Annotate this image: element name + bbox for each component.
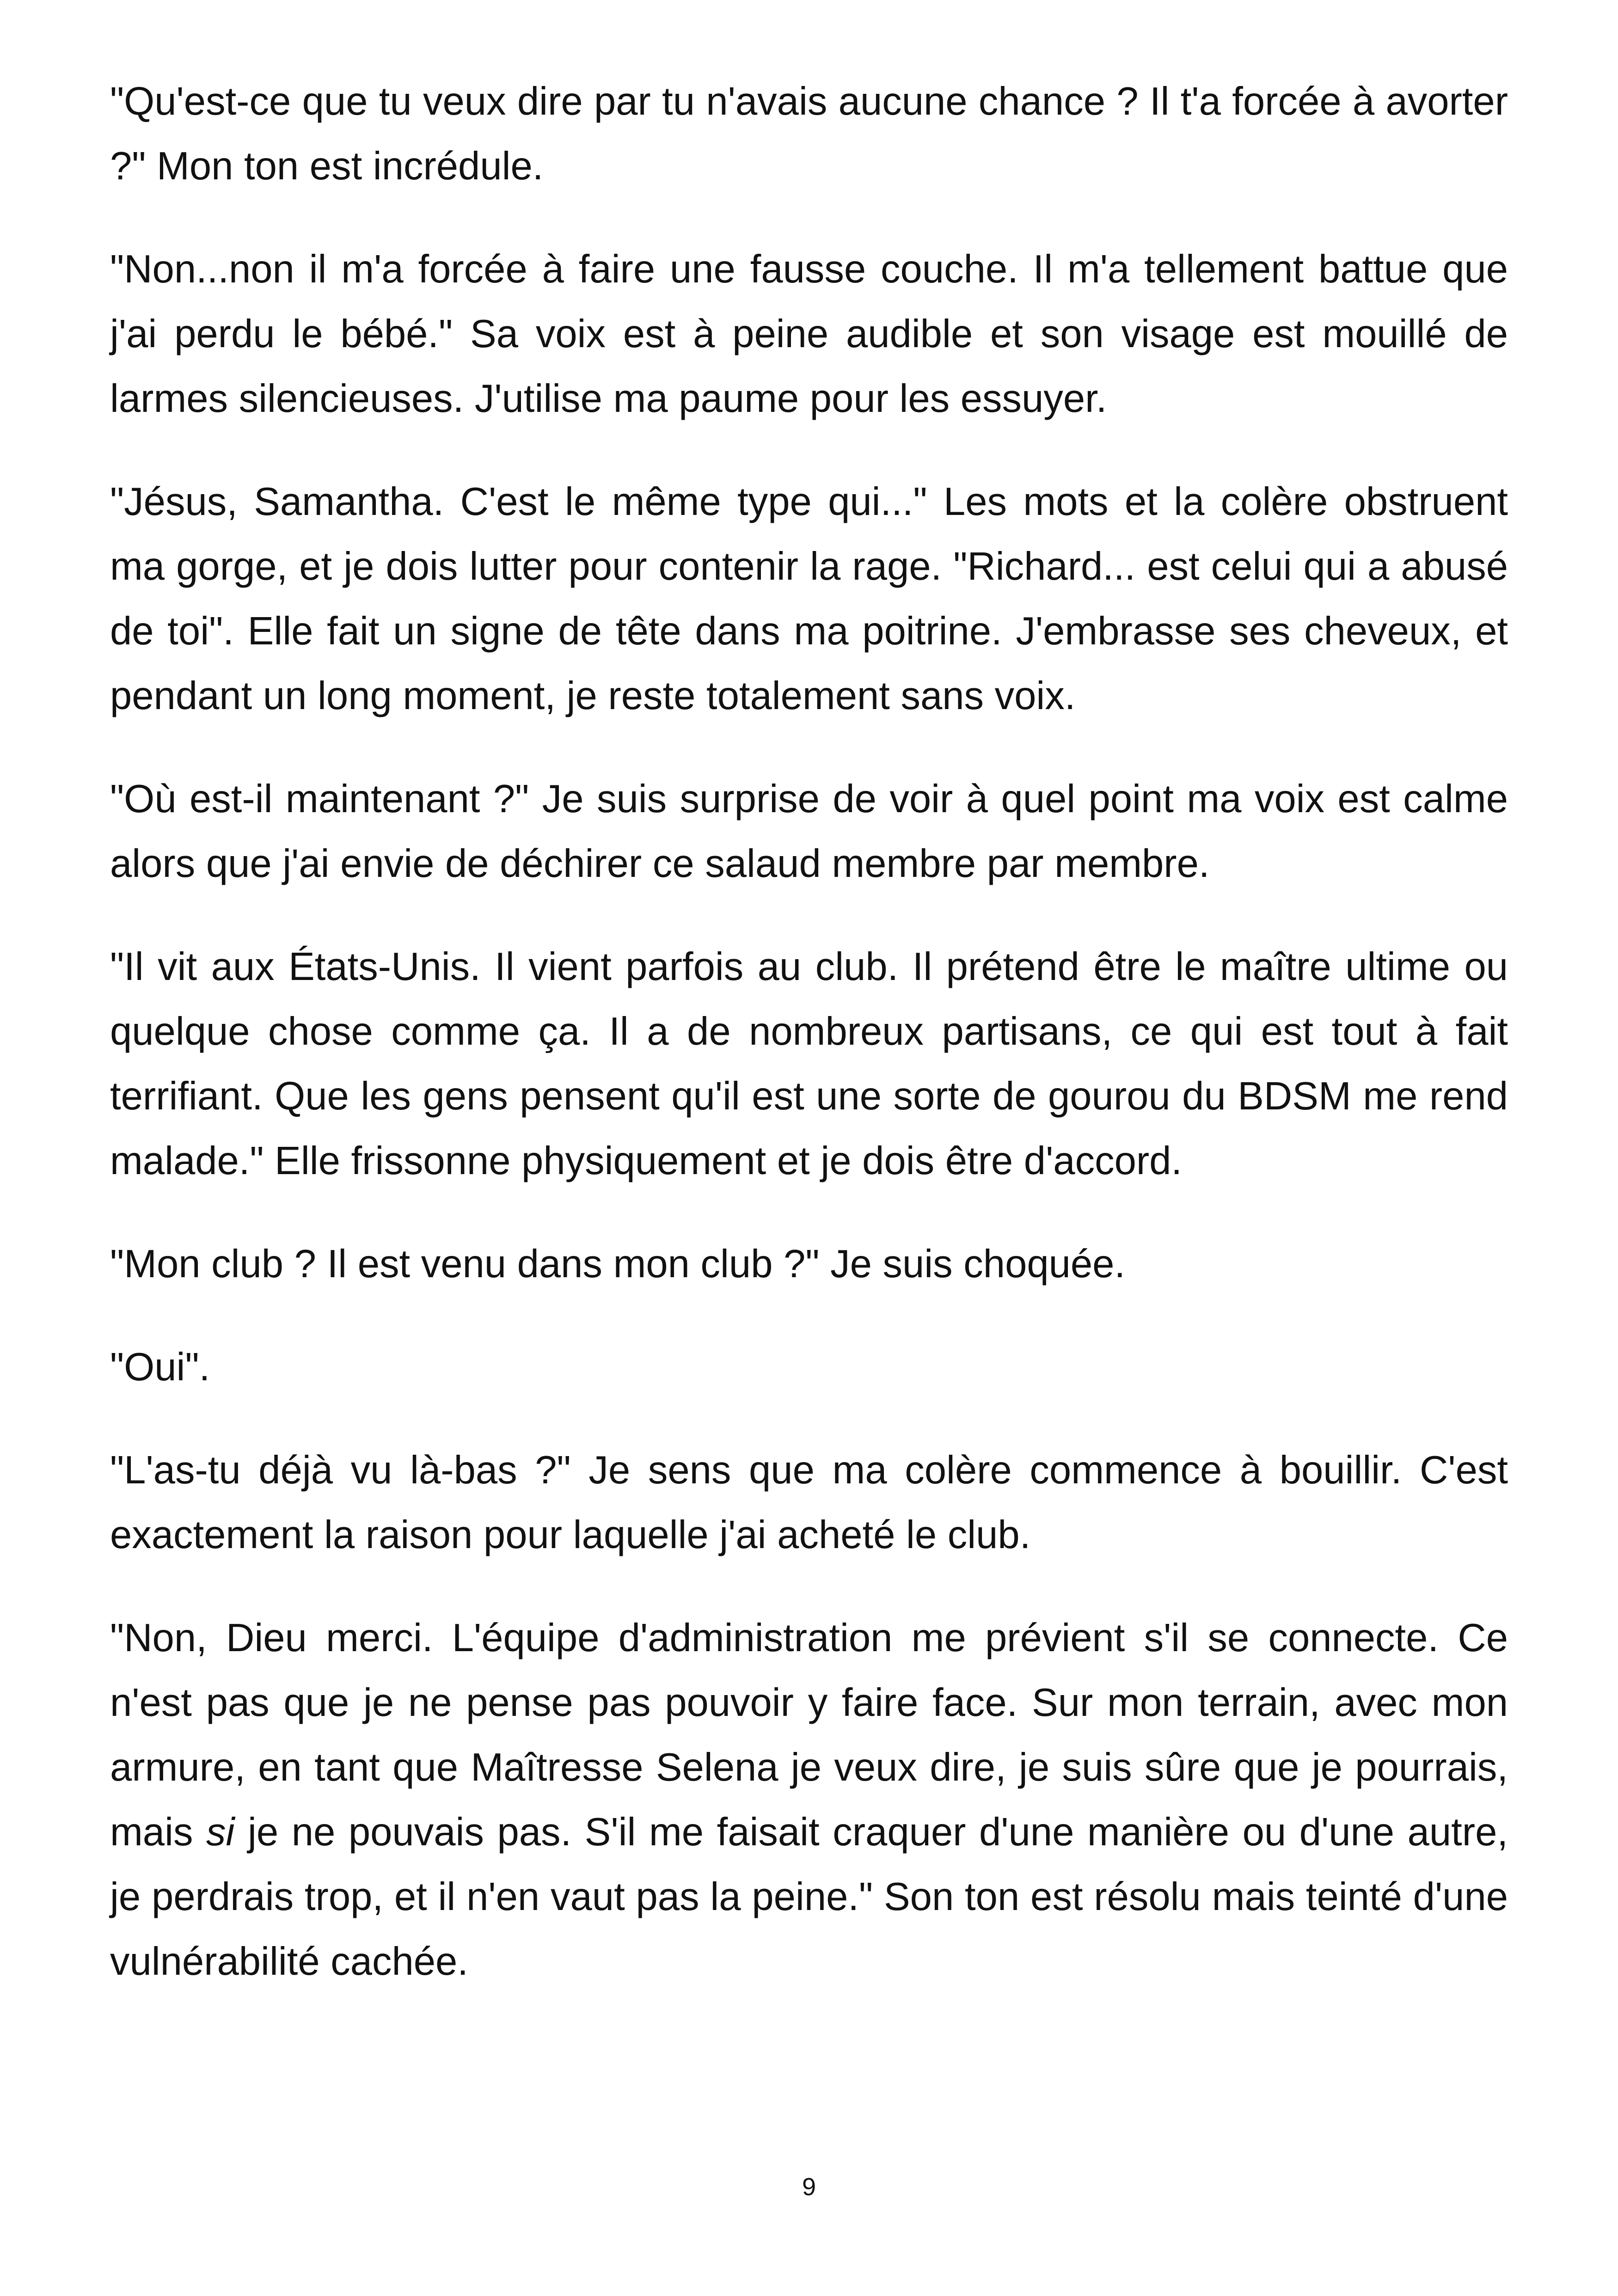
paragraph-3: "Jésus, Samantha. C'est le même type qui..." Les mots et la colère obstruent ma gorge, et je dois lutter pour contenir la rage. "Richard... est celui qui a abusé de toi". Elle fait un signe de tête dans ma poitrine. J'embrasse ses cheveux, et pendant un long moment, je reste totalement sans voix. [110, 480, 1508, 718]
paragraph-1: "Qu'est-ce que tu veux dire par tu n'avais aucune chance ? Il t'a forcée à avorter ?" Mon ton est incrédule. [110, 80, 1508, 188]
paragraph-8: "L'as-tu déjà vu là-bas ?" Je sens que ma colère commence à bouillir. C'est exactement la raison pour laquelle j'ai acheté le club. [110, 1448, 1508, 1557]
paragraph-7: "Oui". [110, 1345, 210, 1389]
italic-emphasis: si [206, 1810, 235, 1854]
paragraph-5: "Il vit aux États-Unis. Il vient parfois au club. Il prétend être le maître ultime ou quelque chose comme ça. Il a de nombreux partisans, ce qui est tout à fait terrifiant. Que les gens pensent qu'il est une sorte de gourou du BDSM me rend malade." Elle frissonne physiquement et je dois être d'accord. [110, 945, 1508, 1183]
paragraph-2: "Non...non il m'a forcée à faire une fausse couche. Il m'a tellement battue que j'ai perdu le bébé." Sa voix est à peine audible et son visage est mouillé de larmes silencieuses. J'utilise ma paume pour les essuyer. [110, 247, 1508, 421]
body-text [110, 69, 1508, 2033]
paragraph-6: "Mon club ? Il est venu dans mon club ?" Je suis choquée. [110, 1242, 1126, 1286]
page-number: 9 [802, 2173, 816, 2201]
paragraph-9: "Non, Dieu merci. L'équipe d'administration me prévient s'il se connecte. Ce n'est pas que je ne pense pas pouvoir y faire face. Sur mon terrain, avec mon armure, en tant que Maîtresse Selena je veux dire, je suis sûre que je pourrais, mais si je ne pouvais pas. S'il me faisait craquer d'une manière ou d'une autre, je perdrais trop, et il n'en vaut pas la peine." Son ton est résolu mais teinté d'une vulnérabilité cachée. [110, 1616, 1508, 1984]
paragraph-4: "Où est-il maintenant ?" Je suis surprise de voir à quel point ma voix est calme alors que j'ai envie de déchirer ce salaud membre par membre. [110, 777, 1508, 886]
